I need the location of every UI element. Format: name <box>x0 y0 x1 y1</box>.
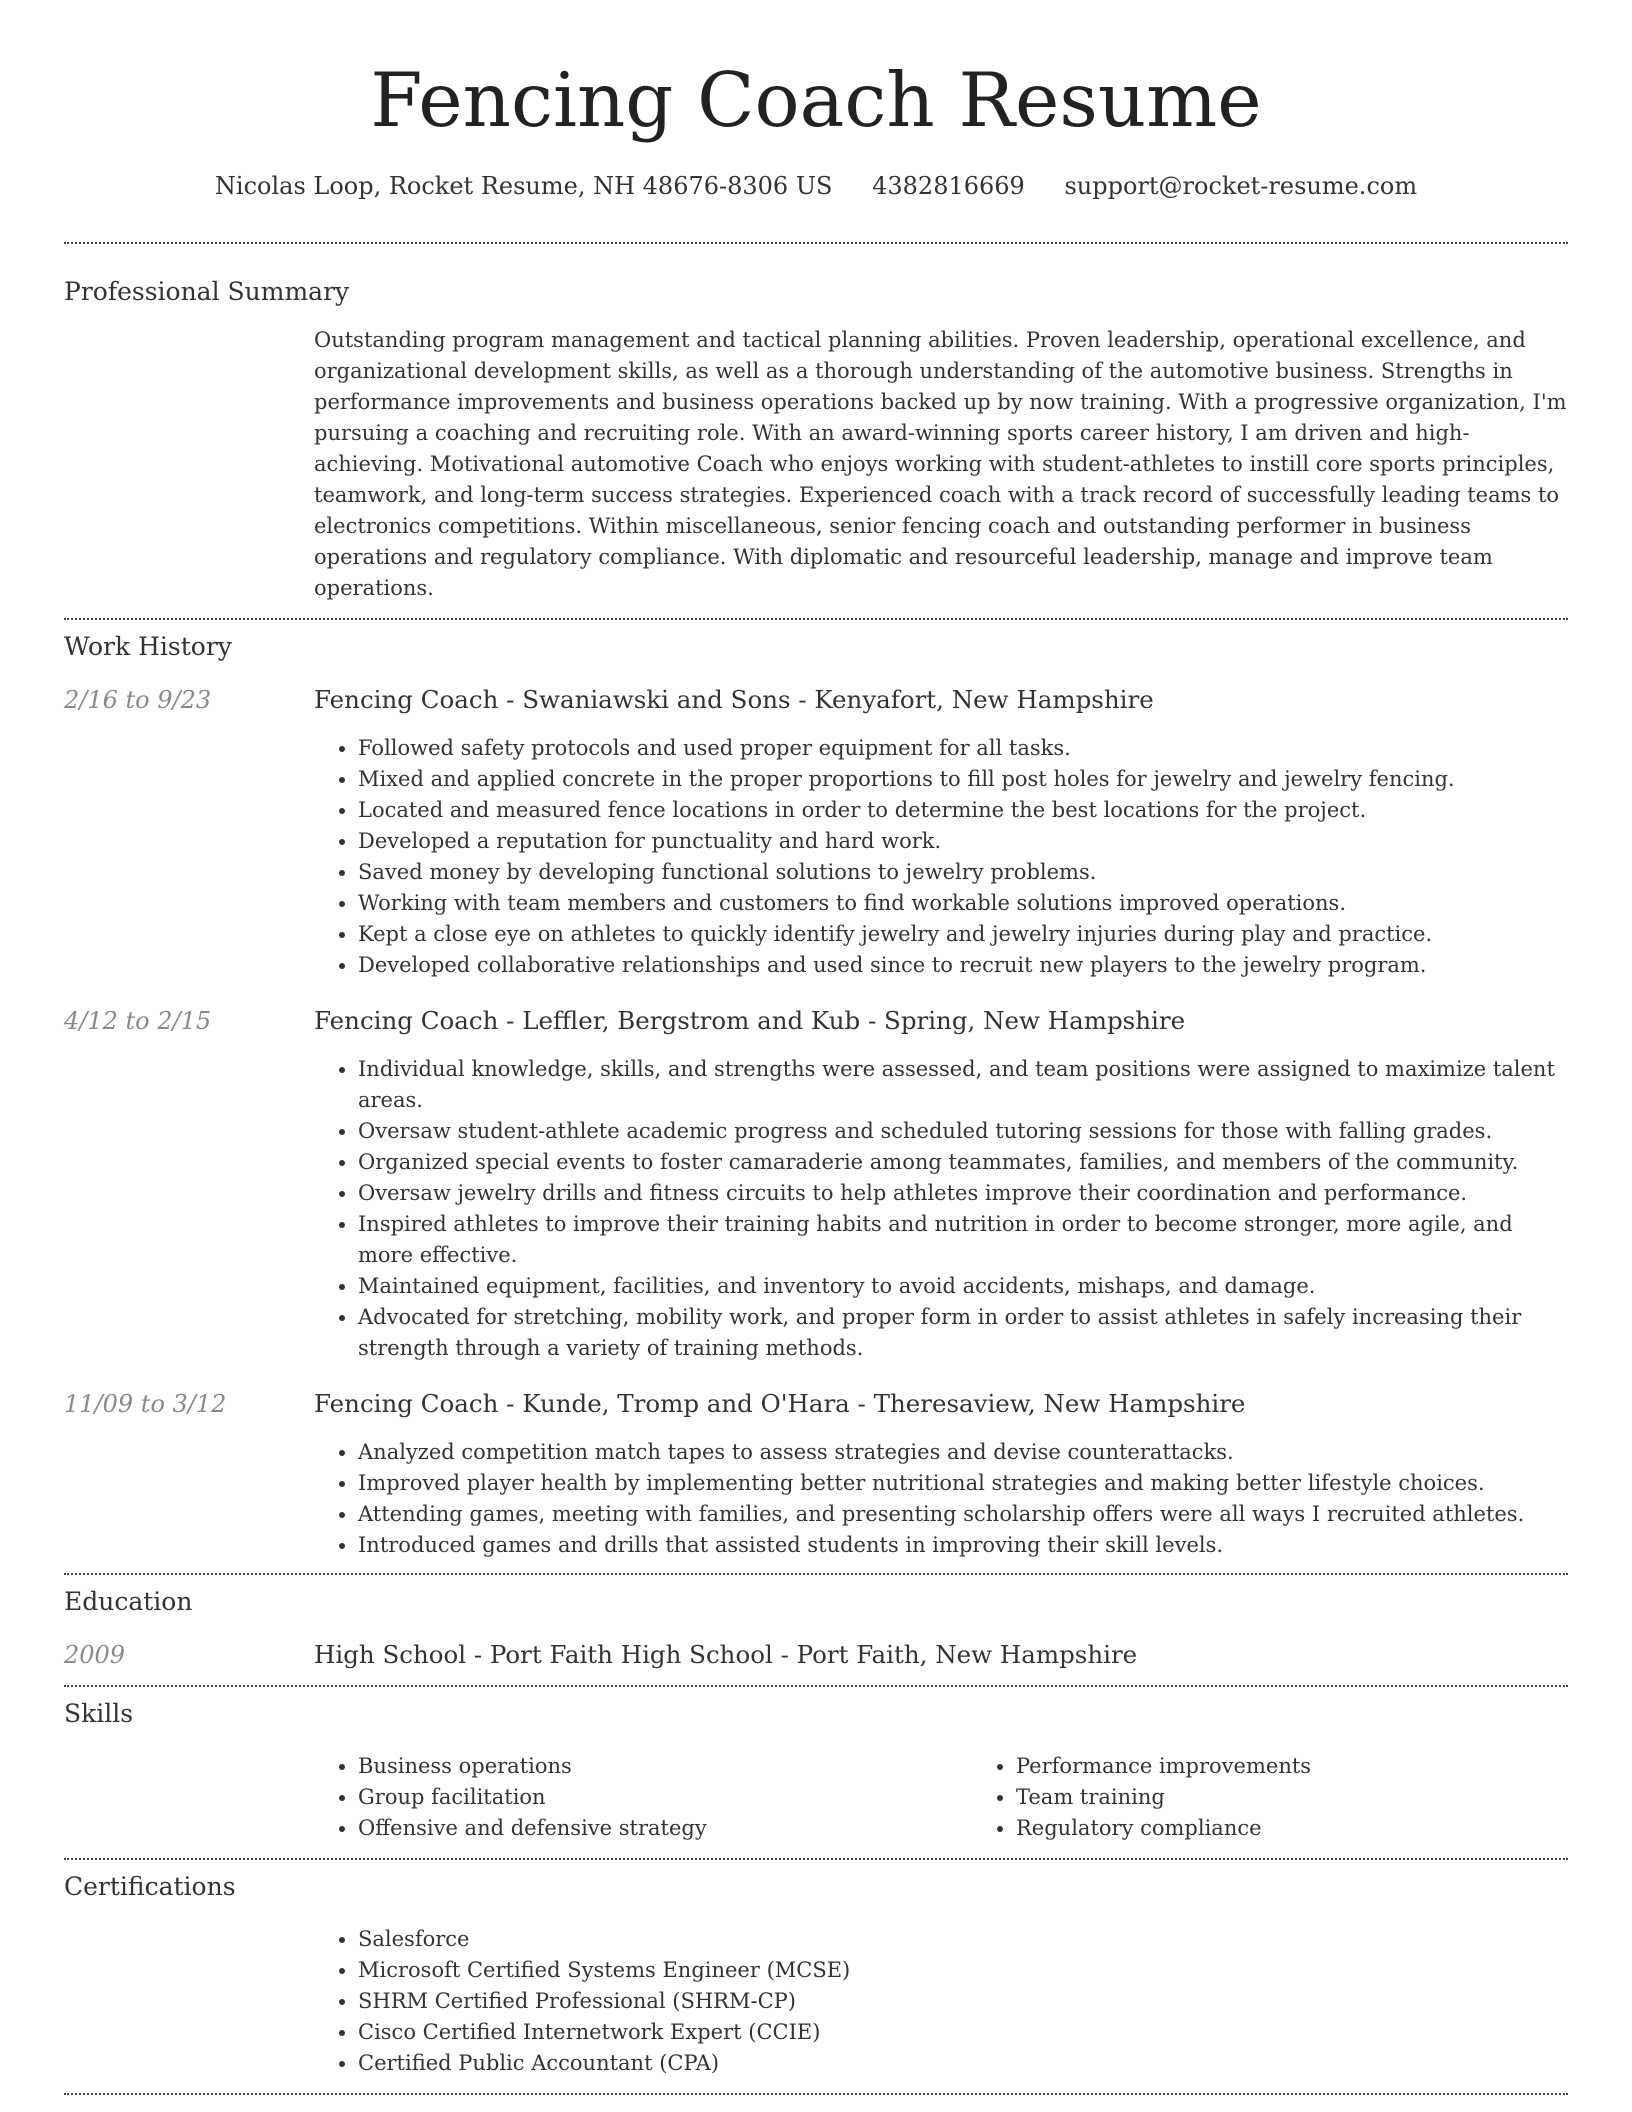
list-item: • Inspired athletes to improve their training habits and nutrition in order to become stronger, more agile, and more effective. <box>358 1209 1568 1271</box>
certifications-section <box>64 1860 1568 2093</box>
skills-list-left <box>314 1751 972 1844</box>
summary-heading: Professional Summary <box>64 277 350 306</box>
list-item: • Improved player health by implementing better nutritional strategies and making better lifestyle choices. <box>358 1468 1568 1499</box>
list-item: • Analyzed competition match tapes to assess strategies and devise counterattacks. <box>358 1437 1568 1468</box>
certifications-heading: Certifications <box>64 1872 236 1901</box>
job-dates: 4/12 to 2/15 <box>64 1007 212 1035</box>
list-item: • Cisco Certified Internetwork Expert (CCIE) <box>358 2017 1568 2048</box>
job-body <box>314 1388 1568 1561</box>
list-item: • Regulatory compliance <box>1016 1813 1630 1844</box>
job-entry <box>64 684 1568 981</box>
education-body <box>314 1639 1568 1671</box>
list-item: • Attending games, meeting with families, and presenting scholarship offers were all ways I recruited athletes. <box>358 1499 1568 1530</box>
education-heading: Education <box>64 1587 193 1616</box>
list-item: • Located and measured fence locations in order to determine the best locations for the project. <box>358 795 1568 826</box>
list-item: • Kept a close eye on athletes to quickly identify jewelry and jewelry injuries during play and practice. <box>358 919 1568 950</box>
job-title: Fencing Coach - Swaniawski and Sons - Kenyafort, New Hampshire <box>314 685 1154 714</box>
list-item: • Developed collaborative relationships and used since to recruit new players to the jewelry program. <box>358 950 1568 981</box>
skills-list-right <box>972 1751 1630 1844</box>
list-item: • Organized special events to foster camaraderie among teammates, families, and members of the community. <box>358 1147 1568 1178</box>
list-item: • Group facilitation <box>358 1782 972 1813</box>
list-item: • Saved money by developing functional solutions to jewelry problems. <box>358 857 1568 888</box>
list-item: • Individual knowledge, skills, and strengths were assessed, and team positions were assigned to maximize talent areas. <box>358 1054 1568 1116</box>
skills-section <box>64 1687 1568 1858</box>
list-item: • Mixed and applied concrete in the proper proportions to fill post holes for jewelry and jewelry fencing. <box>358 764 1568 795</box>
list-item: • Performance improvements <box>1016 1751 1630 1782</box>
job-dates: 2/16 to 9/23 <box>64 686 212 714</box>
job-body <box>314 1005 1568 1364</box>
skills-grid <box>314 1751 1630 1844</box>
skills-heading: Skills <box>64 1699 134 1728</box>
list-item: • Oversaw jewelry drills and fitness circuits to help athletes improve their coordination and performance. <box>358 1178 1568 1209</box>
job-dates: 11/09 to 3/12 <box>64 1390 227 1418</box>
certifications-row <box>64 1924 1568 2079</box>
contact-email: support@rocket-resume.com <box>1064 172 1418 200</box>
list-item: • Business operations <box>358 1751 972 1782</box>
job-body <box>314 684 1568 981</box>
list-item: • Maintained equipment, facilities, and inventory to avoid accidents, mishaps, and damage. <box>358 1271 1568 1302</box>
list-item: • Working with team members and customers to find workable solutions improved operations. <box>358 888 1568 919</box>
list-item: • SHRM Certified Professional (SHRM-CP) <box>358 1986 1568 2017</box>
list-item: • Developed a reputation for punctuality and hard work. <box>358 826 1568 857</box>
list-item: • Advocated for stretching, mobility work, and proper form in order to assist athletes in safely increasing their strength through a variety of training methods. <box>358 1302 1568 1364</box>
education-entry <box>64 1639 1568 1671</box>
job-entry <box>64 1388 1568 1561</box>
contact-address: Nicolas Loop, Rocket Resume, NH 48676-8306 US <box>214 172 833 200</box>
contact-phone: 4382816669 <box>872 172 1025 200</box>
list-item: • Introduced games and drills that assisted students in improving their skill levels. <box>358 1530 1568 1561</box>
list-item: • Salesforce <box>358 1924 1568 1955</box>
work-heading: Work History <box>64 632 232 661</box>
job-bullets <box>314 1437 1568 1561</box>
education-title: High School - Port Faith High School - Port Faith, New Hampshire <box>314 1640 1138 1669</box>
job-bullets <box>314 1054 1568 1364</box>
skills-row <box>64 1751 1568 1844</box>
divider <box>64 2093 1568 2095</box>
list-item: • Certified Public Accountant (CPA) <box>358 2048 1568 2079</box>
resume-title: Fencing Coach Resume <box>370 56 1262 144</box>
summary-section <box>64 244 1568 618</box>
summary-row <box>64 309 1568 604</box>
summary-text: Outstanding program management and tactical planning abilities. Proven leadership, operational excellence, and organizational development skills, as well as a thorough understanding of the automotive business. Strengths in performance improvements and business operations backed up by now training. With a progressive organization, I'm pursuing a coaching and recruiting role. With an award-winning sports career history, I am driven and high-achieving. Motivational automotive Coach who enjoys working with student-athletes to instill core sports principles, teamwork, and long-term success strategies. Experienced coach with a track record of successfully leading teams to electronics competitions. Within miscellaneous, senior fencing coach and outstanding performer in business operations and regulatory compliance. With diplomatic and resourceful leadership, manage and improve team operations. <box>314 328 1567 600</box>
certifications-body <box>314 1924 1568 2079</box>
list-item: • Followed safety protocols and used proper equipment for all tasks. <box>358 733 1568 764</box>
education-section <box>64 1575 1568 1685</box>
job-title: Fencing Coach - Leffler, Bergstrom and Kub - Spring, New Hampshire <box>314 1006 1186 1035</box>
list-item: • Team training <box>1016 1782 1630 1813</box>
list-item: • Oversaw student-athlete academic progress and scheduled tutoring sessions for those with falling grades. <box>358 1116 1568 1147</box>
list-item: • Offensive and defensive strategy <box>358 1813 972 1844</box>
list-item: • Microsoft Certified Systems Engineer (MCSE) <box>358 1955 1568 1986</box>
job-title: Fencing Coach - Kunde, Tromp and O'Hara - Theresaview, New Hampshire <box>314 1389 1246 1418</box>
certifications-list <box>314 1924 1568 2079</box>
contact-line <box>64 170 1568 202</box>
job-entry <box>64 1005 1568 1364</box>
education-year: 2009 <box>64 1641 126 1669</box>
work-section <box>64 620 1568 1573</box>
job-bullets <box>314 733 1568 981</box>
